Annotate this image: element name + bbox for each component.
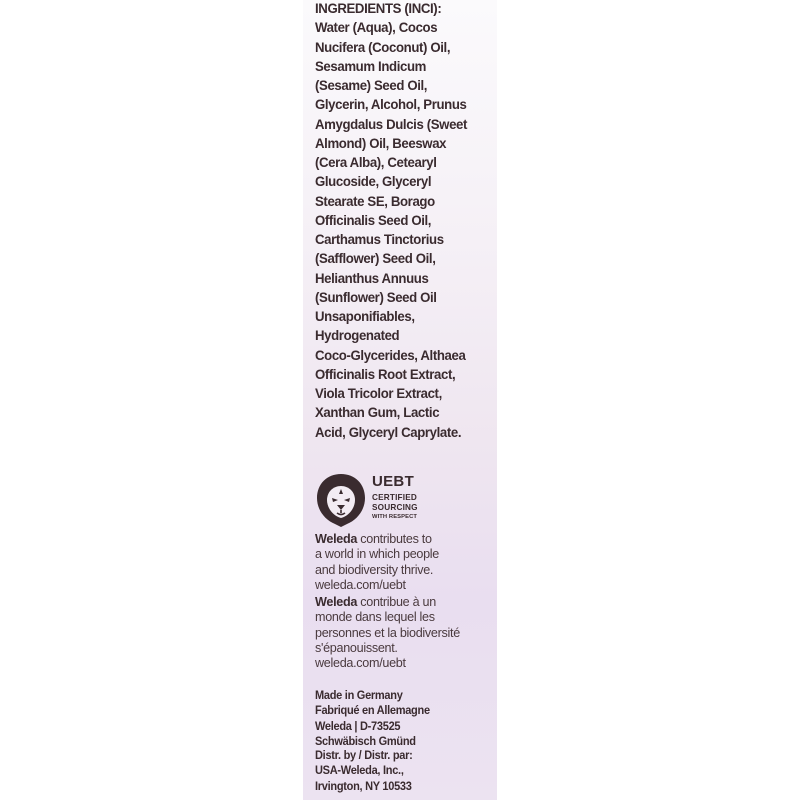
ingredients-line: Hydrogenated: [315, 328, 400, 345]
ingredients-line: (Sesame) Seed Oil,: [315, 78, 428, 94]
ingredients-line: Helianthus Annuus: [315, 270, 429, 287]
made-in-line: Weleda | D-73525: [315, 719, 401, 733]
ingredients-line: Glycerin, Alcohol, Prunus: [315, 97, 467, 114]
ingredients-line: (Sunflower) Seed Oil: [315, 289, 437, 306]
uebt-certified-text: CERTIFIED: [372, 493, 418, 502]
distributor-line: Irvington, NY 10533: [315, 779, 412, 793]
french-line: [315, 595, 497, 610]
label-strip: [303, 0, 497, 800]
distributor-block: [315, 748, 488, 794]
ingredients-line: Glucoside, Glyceryl: [315, 174, 432, 191]
ingredients-line: Carthamus Tinctorius: [315, 232, 444, 248]
made-in-line: Fabriqué en Allemagne: [315, 704, 430, 718]
distributor-line: USA-Weleda, Inc.,: [315, 764, 404, 778]
uebt-sourcing-text: SOURCING: [372, 503, 418, 512]
french-statement: [315, 595, 497, 671]
ingredients-line: Almond) Oil, Beeswax: [315, 135, 447, 152]
ingredients-line: Officinalis Seed Oil,: [315, 212, 432, 229]
ingredients-line: INGREDIENTS (INCI):: [315, 1, 442, 17]
ingredients-line: Officinalis Root Extract,: [315, 366, 456, 383]
ingredients-line: Xanthan Gum, Lactic: [315, 405, 440, 422]
english-line-1-rest: contributes to: [357, 532, 432, 546]
ingredients-line: Acid, Glyceryl Caprylate.: [315, 424, 462, 441]
french-line: personnes et la biodiversité: [315, 625, 460, 640]
english-line: a world in which people: [315, 547, 440, 562]
ingredients-list: [315, 0, 484, 443]
english-line: and biodiversity thrive.: [315, 562, 434, 577]
english-url: weleda.com/uebt: [315, 577, 406, 592]
ingredients-line: Unsaponifiables,: [315, 309, 415, 325]
ingredients-line: Water (Aqua), Cocos: [315, 20, 438, 37]
made-in-line: Schwäbisch Gmünd: [315, 735, 416, 749]
ingredients-line: Amygdalus Dulcis (Sweet: [315, 116, 468, 133]
ingredients-line: Nucifera (Coconut) Oil,: [315, 39, 451, 56]
ingredients-line: (Safflower) Seed Oil,: [315, 251, 436, 268]
ingredients-line: Coco-Glycerides, Althaea: [315, 347, 466, 364]
brand-name: Weleda: [315, 595, 358, 609]
uebt-certification-badge: [315, 472, 485, 528]
made-in-block: [315, 688, 488, 750]
uebt-lion-icon: [315, 472, 367, 528]
french-line: s'épanouissent.: [315, 640, 398, 655]
french-line: monde dans lequel les: [315, 610, 435, 625]
english-line: [315, 532, 497, 547]
distributor-line: Distr. by / Distr. par:: [315, 749, 413, 762]
made-in-line: Made in Germany: [315, 689, 403, 702]
ingredients-line: (Cera Alba), Cetearyl: [315, 155, 437, 171]
ingredients-line: Stearate SE, Borago: [315, 193, 435, 210]
french-line-1-rest: contribue à un: [357, 595, 436, 609]
brand-name: Weleda: [315, 532, 358, 546]
french-url: weleda.com/uebt: [315, 656, 406, 671]
ingredients-line: Sesamum Indicum: [315, 58, 427, 75]
uebt-respect-text: WITH RESPECT: [372, 514, 417, 520]
ingredients-line: Viola Tricolor Extract,: [315, 386, 442, 402]
english-statement: [315, 532, 497, 593]
uebt-title: UEBT: [372, 473, 415, 490]
